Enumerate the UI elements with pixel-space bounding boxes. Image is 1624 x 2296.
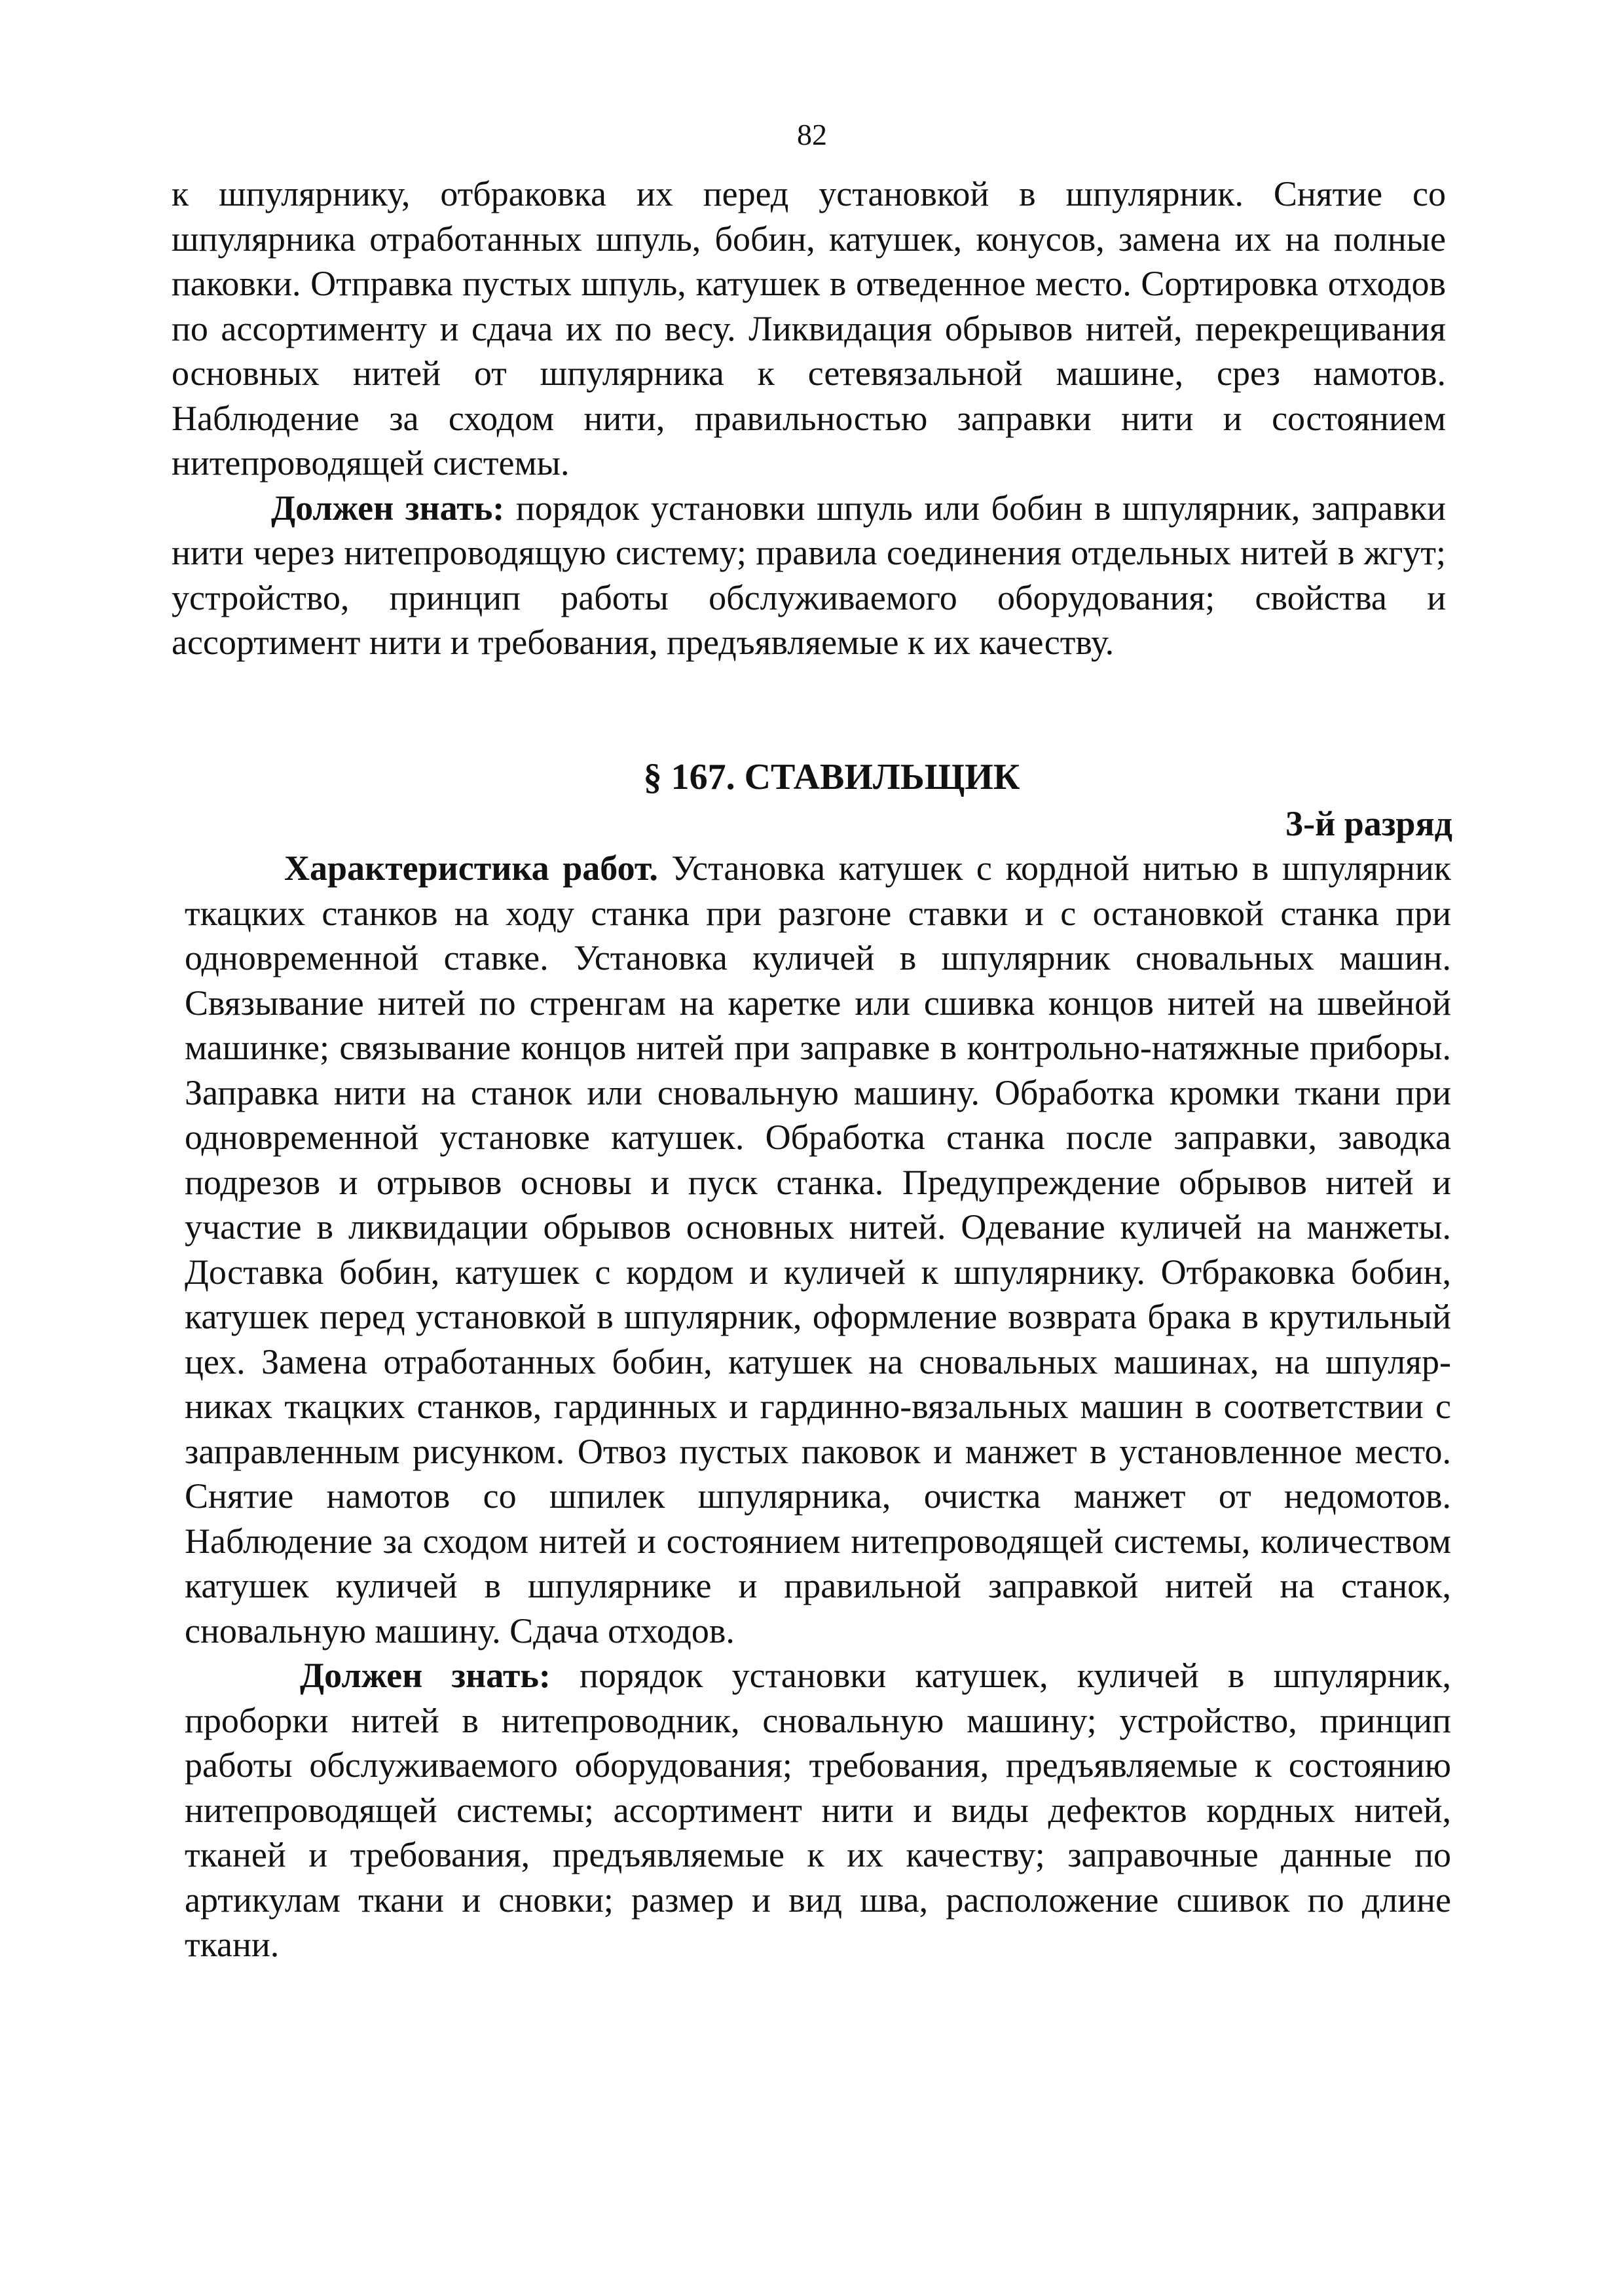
grade-label: 3-й разряд <box>1285 804 1452 843</box>
must-know-paragraph <box>172 486 1446 665</box>
section-body <box>185 846 1451 1967</box>
page-number: 82 <box>797 118 827 151</box>
must-know-text: порядок установки шпуль или бобин в шпулярник, заправки нити через нитепроводящую систему; правила соединения отдельных нитей в жгут; устройство, принцип работы обслуживаемого оборудования; свойства и ассортимент нити и требования, предъявляемые к их качеству. <box>172 488 1446 662</box>
section-must-know-paragraph <box>185 1653 1451 1967</box>
work-characteristics-text: Установка катушек с кордной нитью в шпулярник ткацких станков на ходу станка при разгоне ставки и с остановкой станка при одновременной ставке. Установка куличей в шпулярник сновальных машин. Связывание нитей по стренгам на каретке или сшивка концов нитей на швейной машинке; связывание концов нитей при заправке в контрольно-натяжные приборы. Заправка нити на станок или сновальную машину. Обработка кромки ткани при одновременной установке катушек. Обработка станка после заправки, заводка подрезов и отрывов основы и пуск станка. Предупреждение обрывов нитей и участие в ликвидации обрывов основных нитей. Одевание куличей на манжеты. Доставка бобин, катушек с кордом и куличей к шпулярнику. Отбраковка бобин, катушек перед установкой в шпулярник, оформление возврата брака в крутильный цех. Замена отработанных бобин, катушек на сновальных машинах, на шпулярниках ткацких станков, гардинных и гардинно-вязальных машин в соответствии с заправленным рисунком. Отвоз пустых паковок и манжет в установленное место. Снятие намотов со шпилек шпулярника, очистка манжет от недомотов. Наблюдение за сходом нитей и состоянием нитепроводящей системы, количеством катушек куличей в шпулярнике и правильной заправкой нитей на станок, сновальную машину. Сдача отходов. <box>185 848 1451 1650</box>
section-must-know-label: Должен знать: <box>300 1656 551 1695</box>
work-characteristics-label: Характеристика работ. <box>284 848 658 888</box>
section-must-know-text: порядок установки катушек, куличей в шпулярник, проборки нитей в нитепроводник, сновальную машину; устройство, принцип работы обслуживаемого оборудования; требования, предъявляемые к состоянию нитепроводящей системы; ассортимент нити и виды дефектов кордных нитей, тканей и требования, предъявляемые к их качеству; заправочные данные по артикулам ткани и сновки; размер и вид шва, расположение сшивок по длине ткани. <box>185 1656 1451 1964</box>
continued-paragraph: к шпулярнику, отбраковка их перед установкой в шпулярник. Снятие со шпулярника отработанных шпуль, бобин, катушек, конусов, замена их на полные паковки. Отправка пустых шпуль, катушек в отведенное место. Сортировка отходов по ассортименту и сдача их по весу. Ликвидация обрывов нитей, перекрещивания основных нитей от шпулярника к сетевязальной машине, срез намотов. Наблюдение за сходом нити, правильностью заправки нити и состоянием нитепроводящей системы. <box>172 174 1446 483</box>
must-know-label: Должен знать: <box>271 488 505 528</box>
work-characteristics-paragraph <box>185 846 1451 1653</box>
section-title: § 167. СТАВИЛЬЩИК <box>643 757 1020 797</box>
continued-text-block <box>172 172 1446 665</box>
